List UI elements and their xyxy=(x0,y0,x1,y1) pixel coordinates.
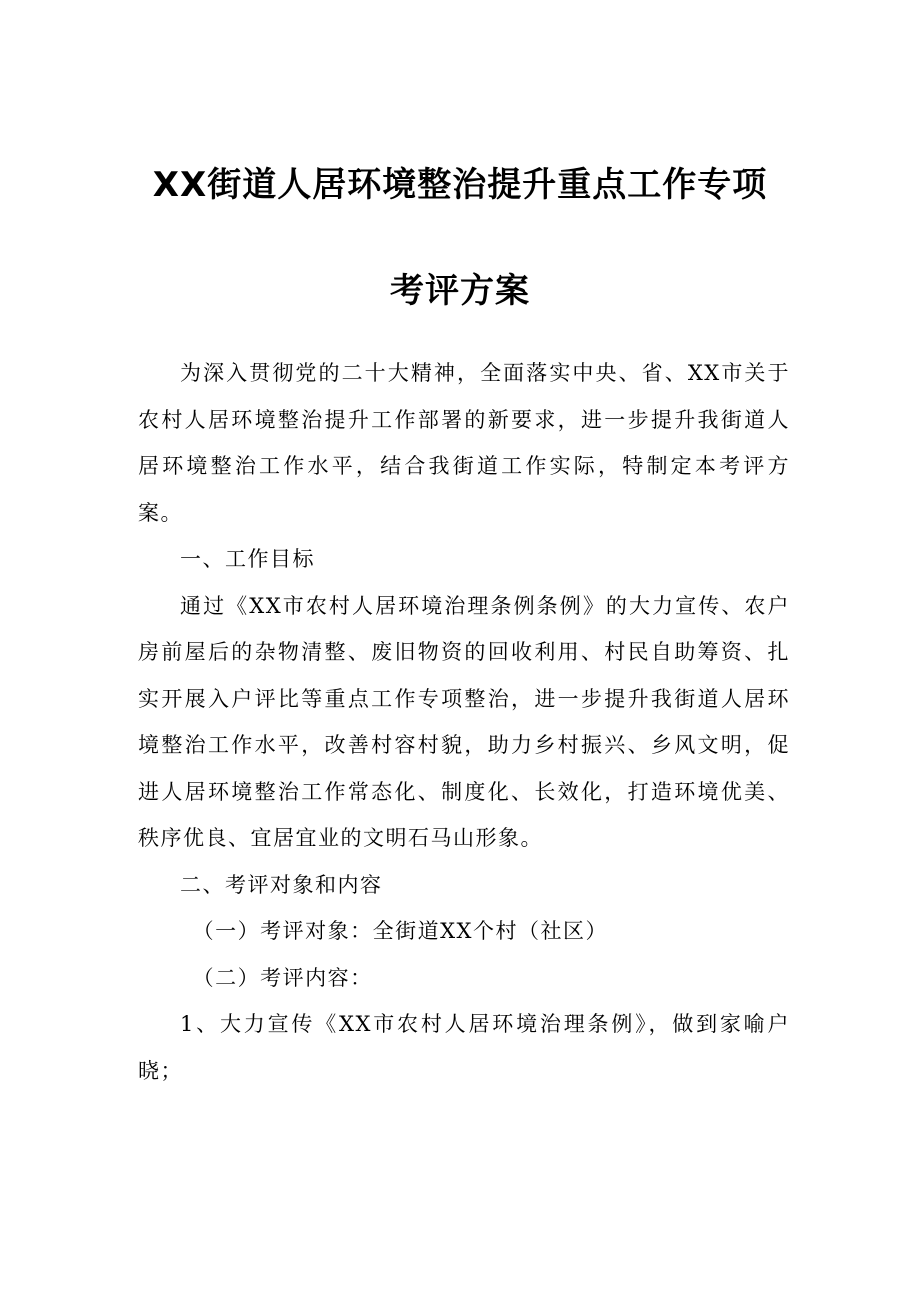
item1-paragraph: 1、大力宣传《XX市农村人居环境治理条例》，做到家喻户晓； xyxy=(138,1012,790,1083)
section2-heading: 二、考评对象和内容 xyxy=(180,872,383,897)
intro-paragraph: 为深入贯彻党的二十大精神，全面落实中央、省、XX市关于农村人居环境整治提升工作部署的新要求，进一步提升我街道人居环境整治工作水平，结合我街道工作实际，特制定本考评方案。 xyxy=(138,361,790,525)
document-title-line1: XX街道人居环境整治提升重点工作专项 xyxy=(152,165,768,205)
subsection1-line: （一）考评对象：全街道XX个村（社区） xyxy=(192,919,608,943)
document-body xyxy=(138,350,790,1094)
document-title-line2: 考评方案 xyxy=(390,271,530,311)
subsection2-line: （二）考评内容： xyxy=(192,965,373,990)
section1-paragraph: 通过《XX市农村人居环境治理条例条例》的大力宣传、农户房前屋后的杂物清整、废旧物资的回收利用、村民自助筹资、扎实开展入户评比等重点工作专项整治，进一步提升我街道人居环境整治工作水平，改善村容村貌，助力乡村振兴、乡风文明，促进人居环境整治工作常态化、制度化、长效化，打造环境优美、秩序优良、宜居宜业的文明石马山形象。 xyxy=(138,593,790,850)
section1-heading: 一、工作目标 xyxy=(180,547,315,571)
